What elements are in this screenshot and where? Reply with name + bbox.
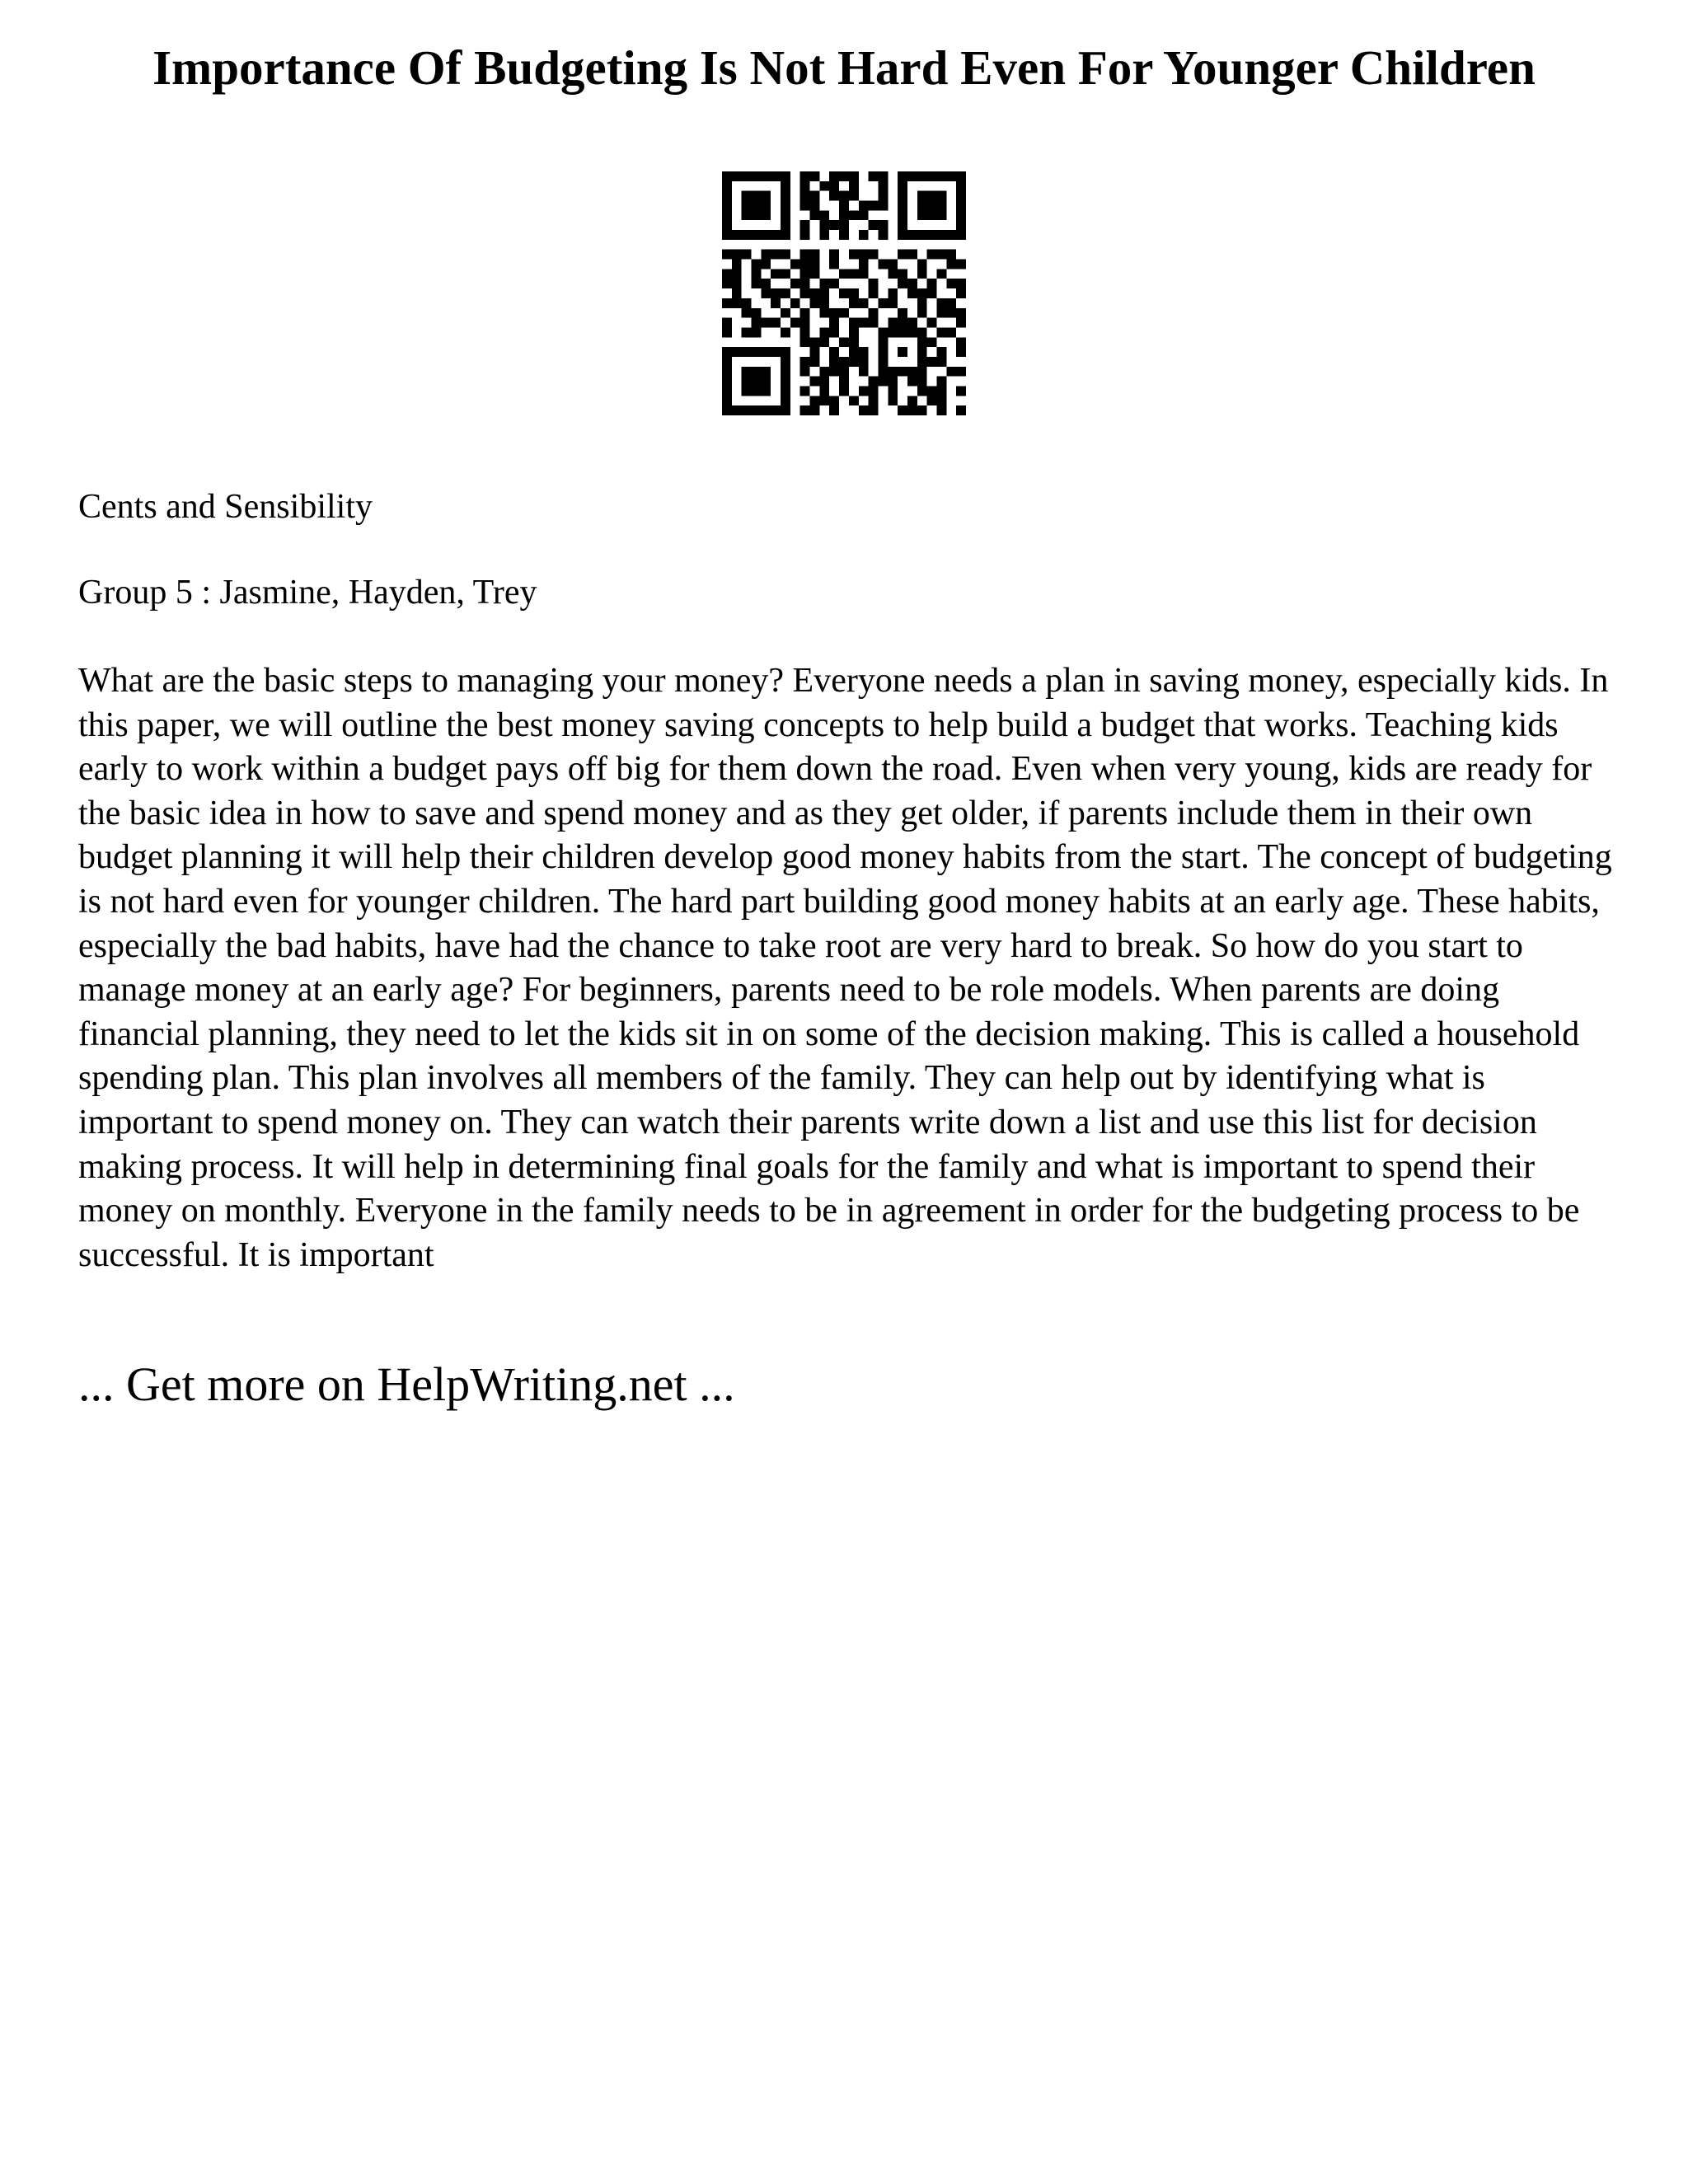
document-subtitle: Cents and Sensibility [78, 488, 373, 526]
qr-code-icon [722, 171, 966, 415]
body-paragraph: What are the basic steps to managing your money? Everyone needs a plan in saving money, especially kids. In this paper, we will outline the best money saving concepts to help build a budget that works. Teaching kids early to work within a budget pays off big for them down the road. Even when very young, kids are ready for the basic idea in how to save and spend money and as they get older, if parents include them in their own budget planning it will help their children develop good money habits from the start. The concept of budgeting is not hard even for younger children. The hard part building good money habits at an early age. These habits, especially the bad habits, have had the chance to take root are very hard to break. So how do you start to manage money at an early age? For beginners, parents need to be role models. When parents are doing financial planning, they need to let the kids sit in on some of the decision making. This is called a household spending plan. This plan involves all members of the family. They can help out by identifying what is important to spend money on. They can watch their parents write down a list and use this list for decision making process. It will help in determining final goals for the family and what is important to spend their money on monthly. Everyone in the family needs to be in agreement in order for the budgeting process to be successful. It is important [78, 662, 1612, 1274]
document-title: Importance Of Budgeting Is Not Hard Even For Younger Children [152, 40, 1536, 95]
get-more-link[interactable]: ... Get more on HelpWriting.net ... [78, 1357, 735, 1411]
group-members: Group 5 : Jasmine, Hayden, Trey [78, 574, 537, 612]
